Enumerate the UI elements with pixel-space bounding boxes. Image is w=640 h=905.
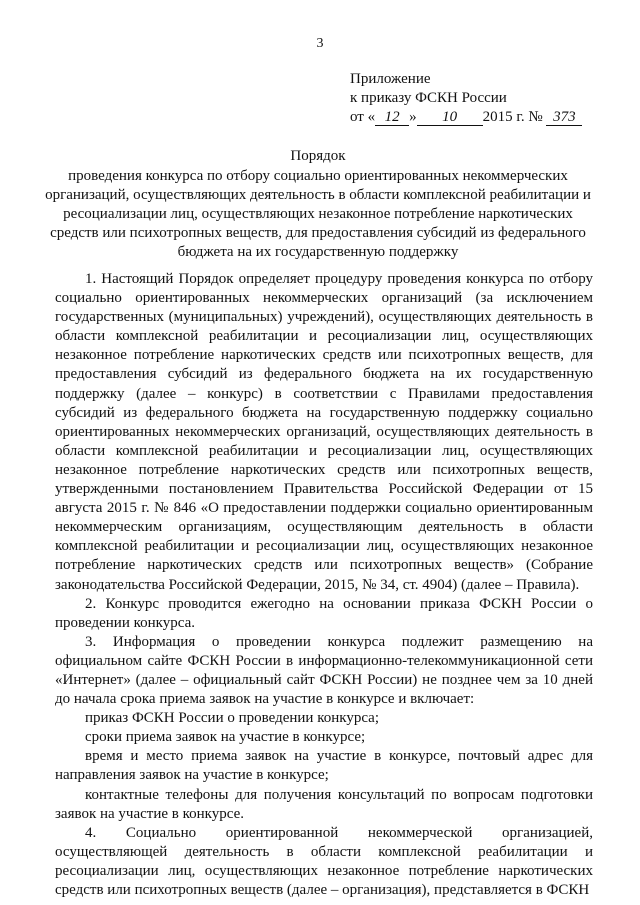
paragraph-1: 1. Настоящий Порядок определяет процедуру проведения конкурса по отбору социально ориентированных некоммерческих организаций (за исключением государственных (муниципальных) учреждений), осуществляющих деятельность в области комплексной реабилитации и ресоциализации лиц, осуществляющих незаконное потребление наркотических средств или психотропных веществ, для предоставления субсидий из федерального бюджета на их государственную поддержку (далее – конкурс) в соответствии с Правилами предоставления субсидий из федерального бюджета на государственную поддержку социально ориентированных некоммерческих организаций, осуществляющих деятельность в области комплексной реабилитации и ресоциализации лиц, осуществляющих незаконное потребление наркотических средств или психотропных веществ, утвержденными постановлением Правительства Российской Федерации от 15 августа 2015 г. № 846 «О предоставлении поддержки социально ориентированным некоммерческим организациям, осуществляющим деятельность в области комплексной реабилитации и ресоциализации лиц, осуществляющих незаконное потребление наркотических средств или психотропных веществ» (Собрание законодательства Российской Федерации, 2015, № 34, ст. 4904) (далее – Правила). bbox=[55, 271, 593, 593]
list-item-time-place: время и место приема заявок на участие в конкурсе, почтовый адрес для направления заявок на участие в конкурсе; bbox=[55, 748, 593, 784]
document-subtitle: проведения конкурса по отбору социально ориентированных некоммерческих организаций, осуществляющих деятельность в области комплексной реабилитации и ресоциализации лиц, осуществляющих незаконное потребление наркотических средств или психотропных веществ, для предоставления субсидий из федерального бюджета на их государственную поддержку bbox=[45, 168, 591, 260]
date-day: 12 bbox=[375, 110, 409, 126]
paragraph-2: 2. Конкурс проводится ежегодно на основании приказа ФСКН России о проведении конкурса. bbox=[55, 595, 593, 631]
appendix-date-line bbox=[350, 108, 582, 127]
date-year: 2015 г. № bbox=[482, 109, 543, 125]
appendix-block bbox=[350, 70, 582, 127]
date-prefix: от « bbox=[350, 109, 376, 125]
appendix-title: Приложение bbox=[350, 71, 431, 87]
list-item-order: приказ ФСКН России о проведении конкурса; bbox=[85, 710, 380, 727]
appendix-order-ref: к приказу ФСКН России bbox=[350, 90, 507, 106]
list-item-deadlines: сроки приема заявок на участие в конкурсе; bbox=[85, 729, 366, 746]
date-day-close: » bbox=[409, 109, 417, 125]
document-heading: Порядок bbox=[290, 148, 346, 164]
order-number: 373 bbox=[546, 110, 582, 126]
paragraph-3: 3. Информация о проведении конкурса подлежит размещению на официальном сайте ФСКН России в информационно-телекоммуникационной сети «Интернет» (далее – официальный сайт ФСКН России) не позднее чем за 10 дней до начала срока приема заявок на участие в конкурсе и включает: bbox=[55, 633, 593, 708]
list-item-contacts: контактные телефоны для получения консультаций по вопросам подготовки заявок на участие в конкурсе. bbox=[55, 786, 593, 822]
date-month: 10 bbox=[417, 110, 483, 126]
paragraph-4: 4. Социально ориентированной некоммерческой организацией, осуществляющей деятельность в области комплексной реабилитации и ресоциализации лиц, осуществляющих незаконное потребление наркотических средств или психотропных веществ (далее – организация), представляется в ФСКН bbox=[55, 824, 593, 898]
page-number: 3 bbox=[316, 36, 324, 51]
document-body bbox=[55, 270, 593, 900]
document-title-block bbox=[40, 147, 596, 262]
